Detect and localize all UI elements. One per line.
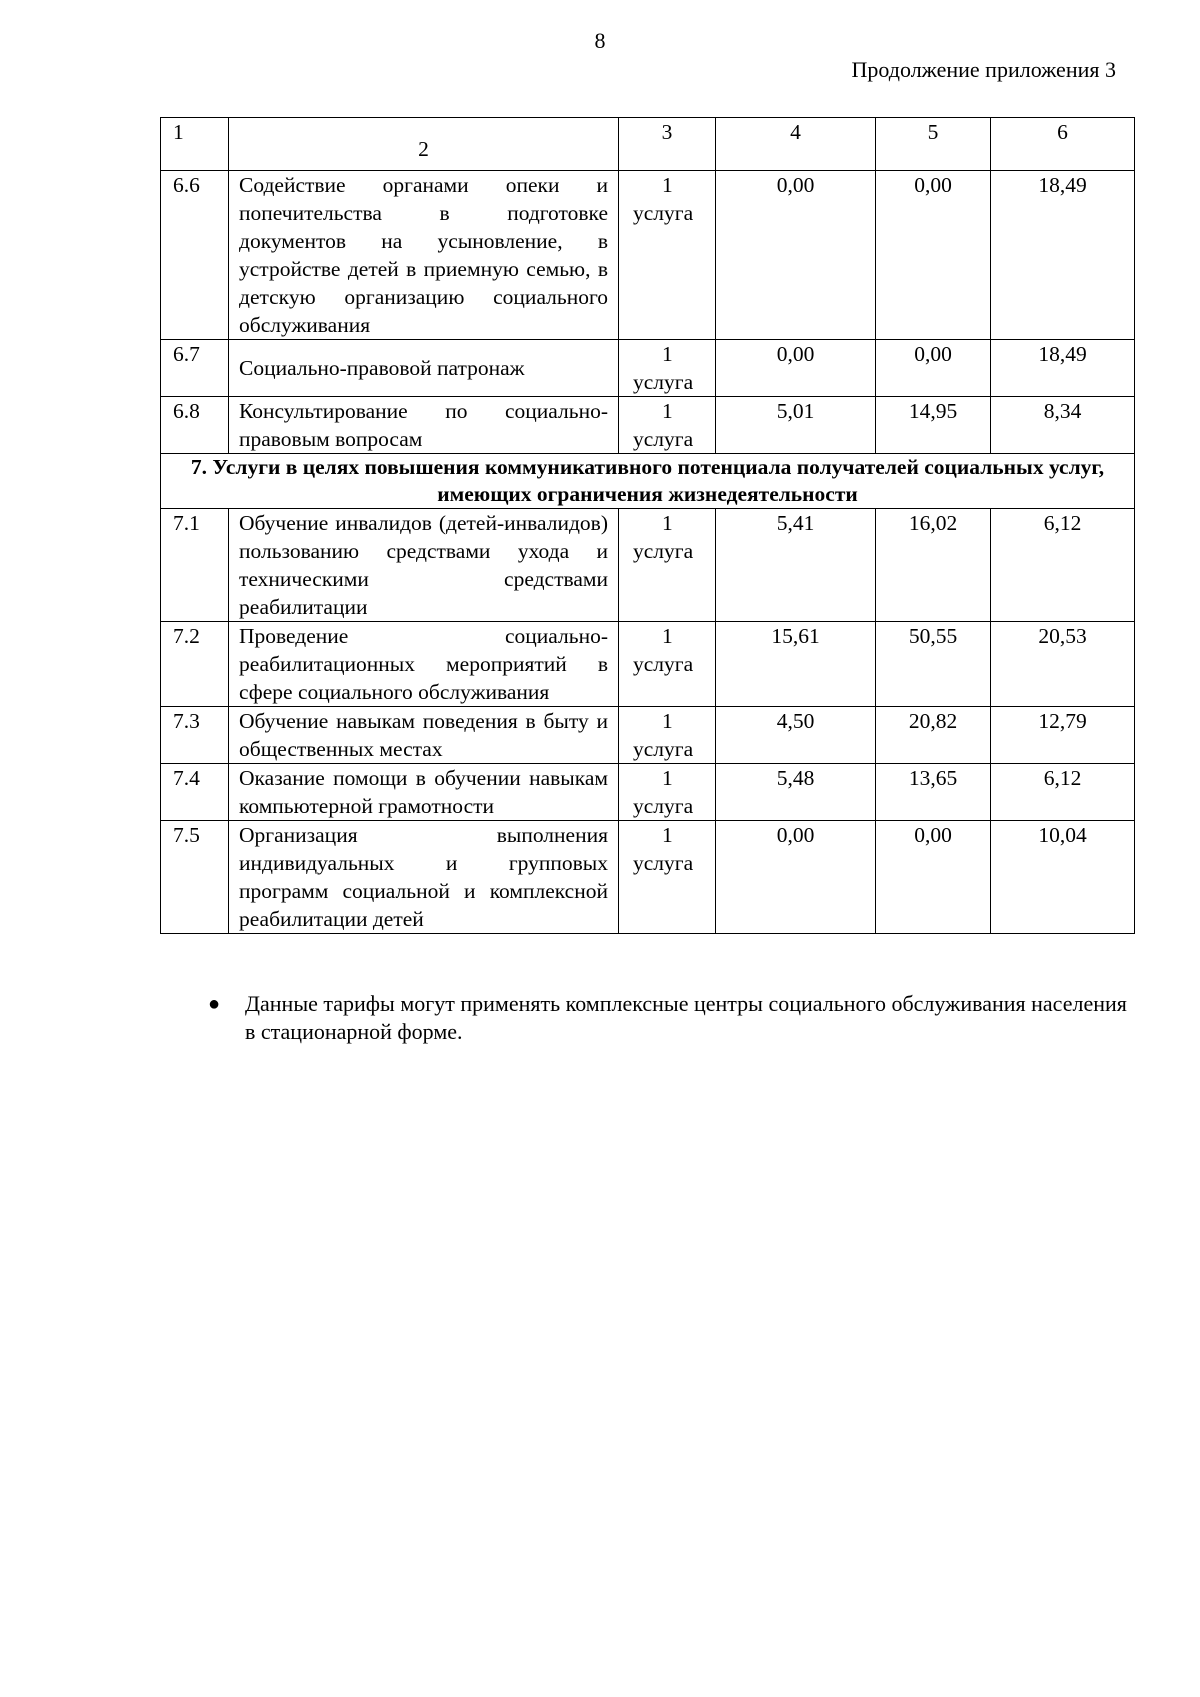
value-col6: 6,12 xyxy=(991,509,1135,622)
value-col6: 8,34 xyxy=(991,397,1135,454)
value-col6: 6,12 xyxy=(991,764,1135,821)
unit-label: услуга xyxy=(633,427,694,451)
row-number: 7.5 xyxy=(161,821,229,934)
section-header-row xyxy=(161,454,1135,509)
service-description: Проведение социально-реабилитационных мероприятий в сфере социального обслуживания xyxy=(229,622,619,707)
unit-label: услуга xyxy=(633,652,694,676)
value-col4: 15,61 xyxy=(716,622,876,707)
table-row xyxy=(161,340,1135,397)
table-row xyxy=(161,707,1135,764)
bullet-icon: ● xyxy=(208,993,221,1015)
footnote-text: Данные тарифы могут применять комплексные центры социального обслуживания населения в стационарной форме. xyxy=(245,991,1127,1044)
table-row xyxy=(161,397,1135,454)
service-unit xyxy=(619,171,716,340)
row-number: 6.6 xyxy=(161,171,229,340)
value-col4: 4,50 xyxy=(716,707,876,764)
section-7-title: 7. Услуги в целях повышения коммуникативного потенциала получателей социальных услуг, имеющих ограничения жизнедеятельности xyxy=(161,454,1135,509)
value-col6: 18,49 xyxy=(991,171,1135,340)
service-description: Консультирование по социально-правовым вопросам xyxy=(229,397,619,454)
unit-label: услуга xyxy=(633,851,694,875)
column-header: 1 xyxy=(161,118,229,171)
service-unit xyxy=(619,622,716,707)
table-row xyxy=(161,764,1135,821)
service-unit xyxy=(619,509,716,622)
value-col4: 5,01 xyxy=(716,397,876,454)
unit-qty: 1 xyxy=(662,766,673,790)
unit-qty: 1 xyxy=(662,173,673,197)
page-number: 8 xyxy=(594,28,606,53)
value-col6: 10,04 xyxy=(991,821,1135,934)
unit-qty: 1 xyxy=(662,709,673,733)
row-number: 6.8 xyxy=(161,397,229,454)
unit-qty: 1 xyxy=(662,511,673,535)
row-number: 7.1 xyxy=(161,509,229,622)
appendix-continuation-note: Продолжение приложения 3 xyxy=(851,57,1116,82)
service-description: Обучение инвалидов (детей-инвалидов) пользованию средствами ухода и техническими средствами реабилитации xyxy=(229,509,619,622)
footnote xyxy=(208,990,1128,1046)
unit-qty: 1 xyxy=(662,624,673,648)
value-col5: 50,55 xyxy=(876,622,991,707)
row-number: 7.4 xyxy=(161,764,229,821)
service-description: Оказание помощи в обучении навыкам компьютерной грамотности xyxy=(229,764,619,821)
tariff-table xyxy=(160,117,1135,934)
value-col6: 12,79 xyxy=(991,707,1135,764)
column-header: 5 xyxy=(876,118,991,171)
unit-label: услуга xyxy=(633,539,694,563)
table-header-row xyxy=(161,118,1135,171)
value-col5: 0,00 xyxy=(876,821,991,934)
column-header: 2 xyxy=(229,118,619,171)
value-col5: 16,02 xyxy=(876,509,991,622)
service-description: Организация выполнения индивидуальных и групповых программ социальной и комплексной реабилитации детей xyxy=(229,821,619,934)
value-col5: 13,65 xyxy=(876,764,991,821)
column-header: 3 xyxy=(619,118,716,171)
unit-label: услуга xyxy=(633,370,694,394)
value-col5: 20,82 xyxy=(876,707,991,764)
value-col4: 0,00 xyxy=(716,171,876,340)
service-unit xyxy=(619,397,716,454)
value-col4: 0,00 xyxy=(716,340,876,397)
service-description: Обучение навыкам поведения в быту и общественных местах xyxy=(229,707,619,764)
service-unit xyxy=(619,707,716,764)
service-description: Социально-правовой патронаж xyxy=(229,340,619,397)
value-col5: 0,00 xyxy=(876,340,991,397)
table-row xyxy=(161,821,1135,934)
service-unit xyxy=(619,764,716,821)
unit-label: услуга xyxy=(633,737,694,761)
value-col5: 0,00 xyxy=(876,171,991,340)
row-number: 6.7 xyxy=(161,340,229,397)
unit-qty: 1 xyxy=(662,342,673,366)
service-unit xyxy=(619,340,716,397)
table-row xyxy=(161,171,1135,340)
unit-qty: 1 xyxy=(662,399,673,423)
unit-qty: 1 xyxy=(662,823,673,847)
value-col6: 20,53 xyxy=(991,622,1135,707)
value-col4: 5,48 xyxy=(716,764,876,821)
row-number: 7.3 xyxy=(161,707,229,764)
row-number: 7.2 xyxy=(161,622,229,707)
service-unit xyxy=(619,821,716,934)
table-row xyxy=(161,509,1135,622)
value-col6: 18,49 xyxy=(991,340,1135,397)
value-col4: 5,41 xyxy=(716,509,876,622)
unit-label: услуга xyxy=(633,794,694,818)
value-col4: 0,00 xyxy=(716,821,876,934)
value-col5: 14,95 xyxy=(876,397,991,454)
column-header: 6 xyxy=(991,118,1135,171)
table-row xyxy=(161,622,1135,707)
service-description: Содействие органами опеки и попечительства в подготовке документов на усыновление, в устройстве детей в приемную семью, в детскую организацию социального обслуживания xyxy=(229,171,619,340)
column-header: 4 xyxy=(716,118,876,171)
unit-label: услуга xyxy=(633,201,694,225)
